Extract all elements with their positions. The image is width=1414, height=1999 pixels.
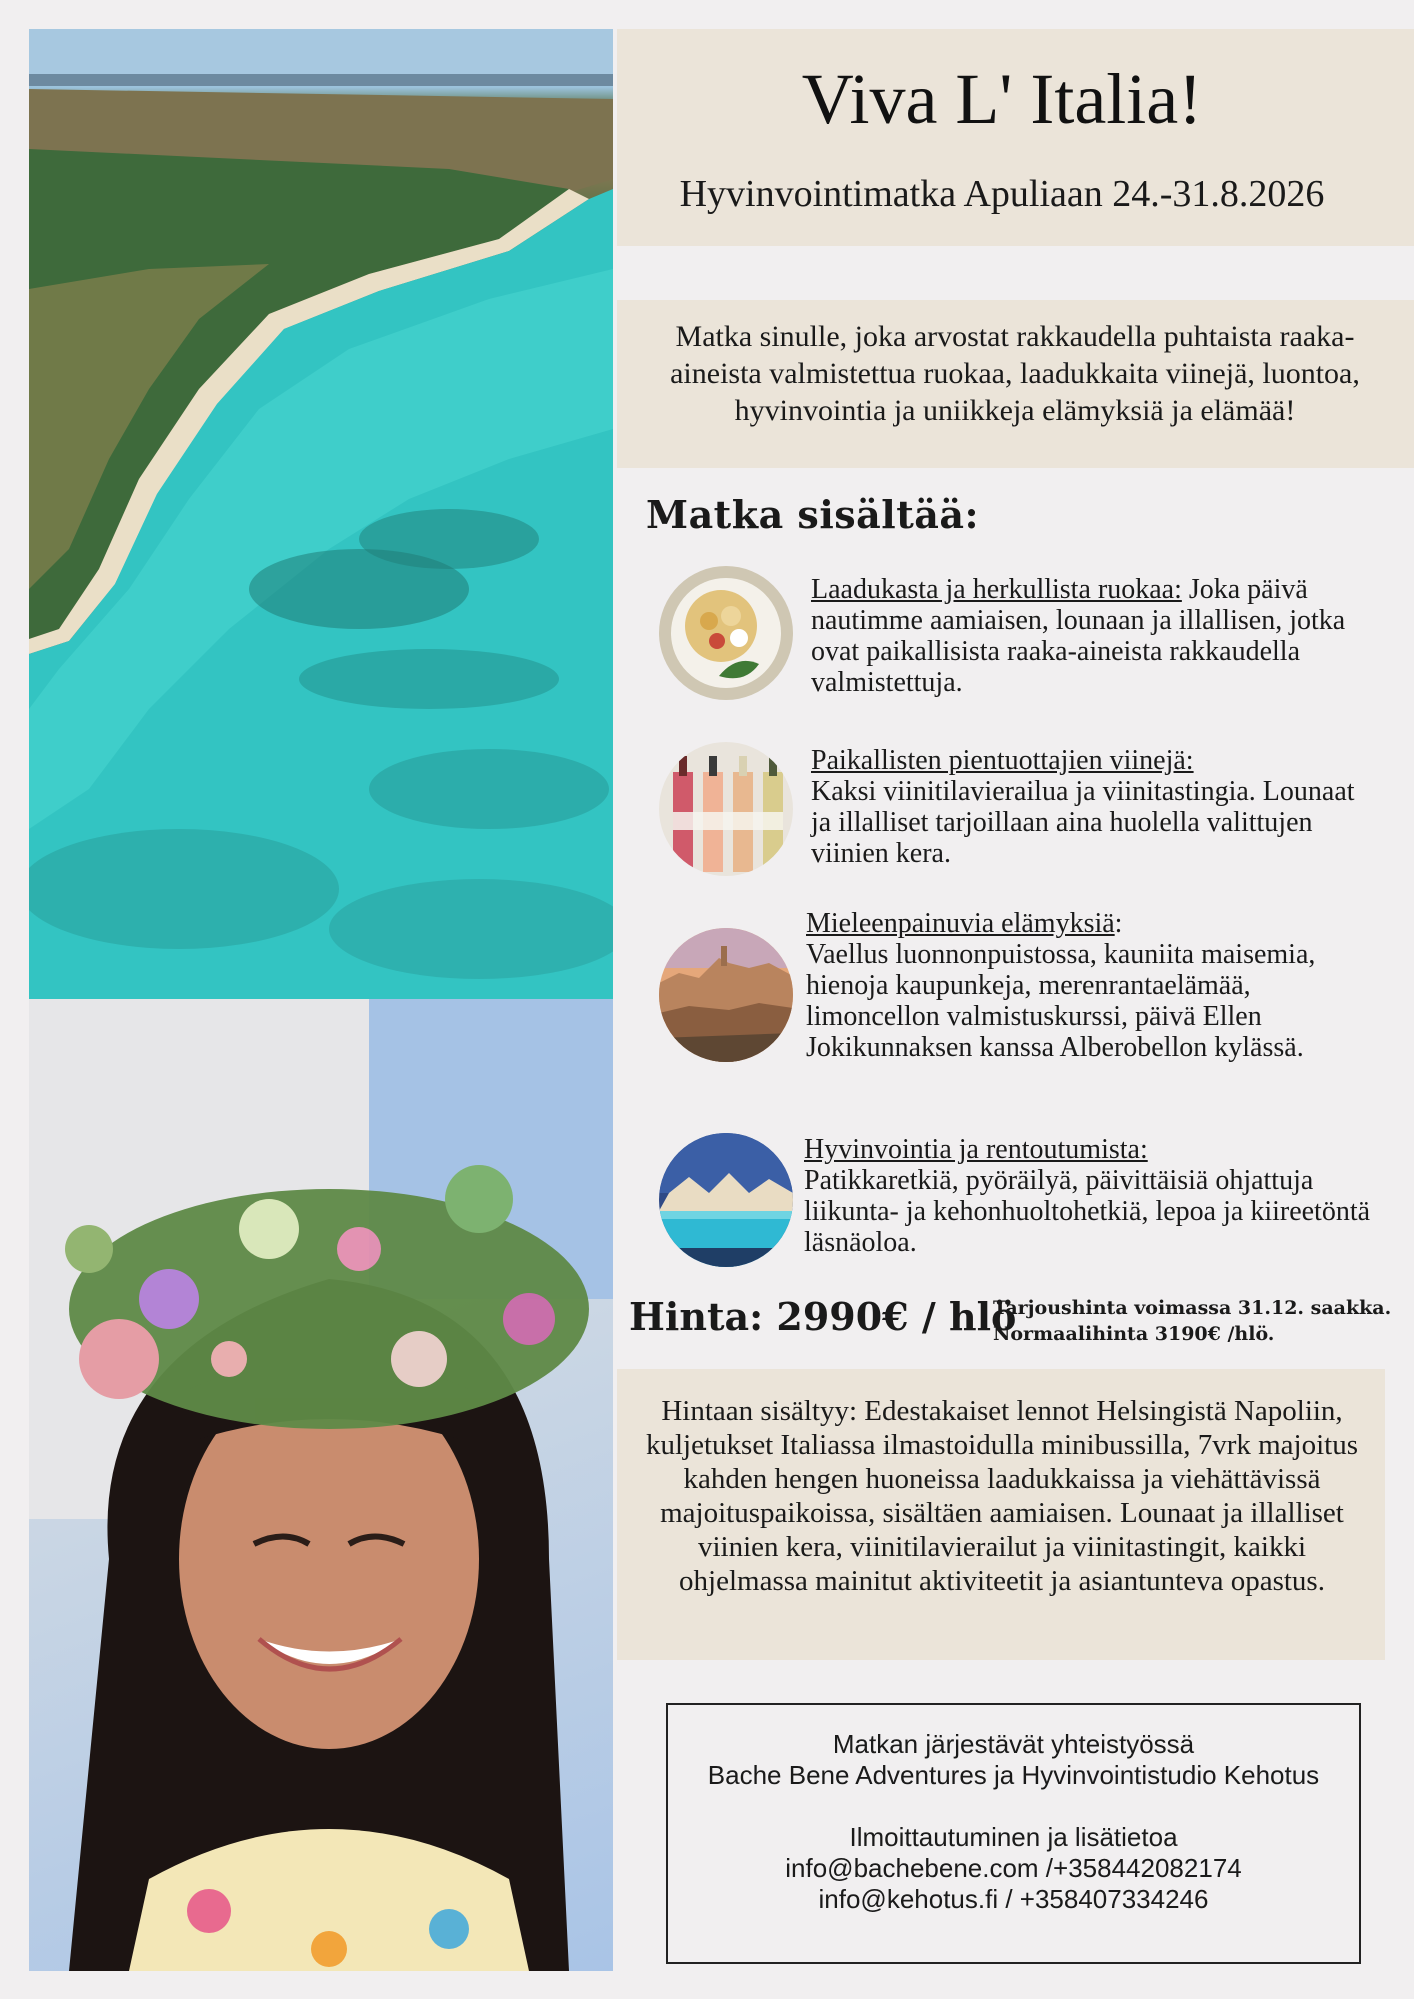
old-town-photo bbox=[659, 928, 793, 1062]
page-title: Viva L' Italia! bbox=[801, 59, 1203, 139]
feature-experiences-title: Mieleenpainuvia elämyksiä bbox=[806, 908, 1115, 939]
woman-flower-crown-photo bbox=[29, 999, 613, 1971]
intro-text: Matka sinulle, joka arvostat rakkaudella puhtaista raaka-aineista valmistettua ruokaa, laadukkaita viinejä, luontoa, hyvinvointia ja uniikkeja elämyksiä ja elämää! bbox=[670, 320, 1360, 427]
feature-wellbeing-title: Hyvinvointia ja rentoutumista: bbox=[804, 1134, 1148, 1165]
price-label: Hinta: 2990€ / hlö bbox=[629, 1294, 1017, 1339]
feature-food bbox=[811, 574, 1381, 698]
portrait-illustration bbox=[29, 999, 613, 1971]
food-plate-icon bbox=[659, 566, 793, 700]
spacer bbox=[666, 1791, 1361, 1822]
old-town-icon bbox=[659, 928, 793, 1062]
contact-info bbox=[666, 1729, 1361, 1915]
food-plate-photo bbox=[659, 566, 793, 700]
feature-food-text: Joka päivä nautimme aamiaisen, lounaan ja illallisen, jotka ovat paikallisista raaka-aineista rakkaudella valmistettuja. bbox=[811, 574, 1346, 698]
feature-experiences-text: Vaellus luonnonpuistossa, kauniita maisemia, hienoja kaupunkeja, merenrantaelämää, limoncellon valmistuskurssi, päivä Ellen Jokikunnaksen kanssa Alberobellon kylässä. bbox=[806, 939, 1316, 1063]
feature-experiences: Mieleenpainuvia elämyksiä: Vaellus luonnonpuistossa, kauniita maisemia, hienoja kaupunkeja, merenrantaelämää, limoncellon valmistuskurssi, päivä Ellen Jokikunnaksen kanssa Alberobellon kylässä. bbox=[806, 908, 1376, 1063]
normal-price-note: Normaalihinta 3190€ /hlö. bbox=[993, 1323, 1275, 1345]
signup-label: Ilmoittautuminen ja lisätietoa bbox=[849, 1822, 1178, 1852]
offer-note: Tarjoushinta voimassa 31.12. saakka. bbox=[993, 1297, 1392, 1319]
feature-wine-title: Paikallisten pientuottajien viinejä: bbox=[811, 745, 1194, 776]
contact-bachebene[interactable]: info@bachebene.com /+358442082174 bbox=[785, 1853, 1242, 1883]
coastline-aerial-photo bbox=[29, 29, 613, 999]
feature-wine-text: Kaksi viinitilavierailua ja viinitastingia. Lounaat ja illalliset tarjoillaan aina huolella valittujen viinien kera. bbox=[811, 776, 1355, 869]
feature-food-title: Laadukasta ja herkullista ruokaa: bbox=[811, 574, 1182, 605]
feature-wellbeing-text: Patikkaretkiä, pyöräilyä, päivittäisiä ohjattuja liikunta- ja kehonhuoltohetkiä, lepoa ja kiireetöntä läsnäoloa. bbox=[804, 1165, 1371, 1258]
organizers-intro: Matkan järjestävät yhteistyössä bbox=[832, 1729, 1195, 1759]
coastline-illustration bbox=[29, 29, 613, 999]
pool-evening-icon bbox=[659, 1133, 793, 1267]
wine-bottles-icon bbox=[659, 742, 793, 876]
price-notes bbox=[993, 1295, 1391, 1347]
includes-heading: Matka sisältää: bbox=[646, 492, 980, 537]
page-subtitle: Hyvinvointimatka Apuliaan 24.-31.8.2026 bbox=[679, 173, 1325, 215]
pool-evening-photo bbox=[659, 1133, 793, 1267]
feature-wine bbox=[811, 745, 1381, 869]
wine-bottles-photo bbox=[659, 742, 793, 876]
organizers: Bache Bene Adventures ja Hyvinvointistudio Kehotus bbox=[707, 1760, 1320, 1790]
feature-wellbeing bbox=[804, 1134, 1374, 1258]
contact-kehotus[interactable]: info@kehotus.fi / +358407334246 bbox=[818, 1884, 1209, 1914]
included-text: Hintaan sisältyy: Edestakaiset lennot Helsingistä Napoliin, kuljetukset Italiassa ilmastoidulla minibussilla, 7vrk majoitus kahden hengen huoneissa laadukkaissa ja viehättävissä majoituspaikoissa, sisältäen aamiaisen. Lounaat ja illalliset viinien kera, viinitilavierailut ja viinitastingit, kaikki ohjelmassa mainitut aktiviteetit ja asiantunteva opastus. bbox=[645, 1395, 1359, 1597]
